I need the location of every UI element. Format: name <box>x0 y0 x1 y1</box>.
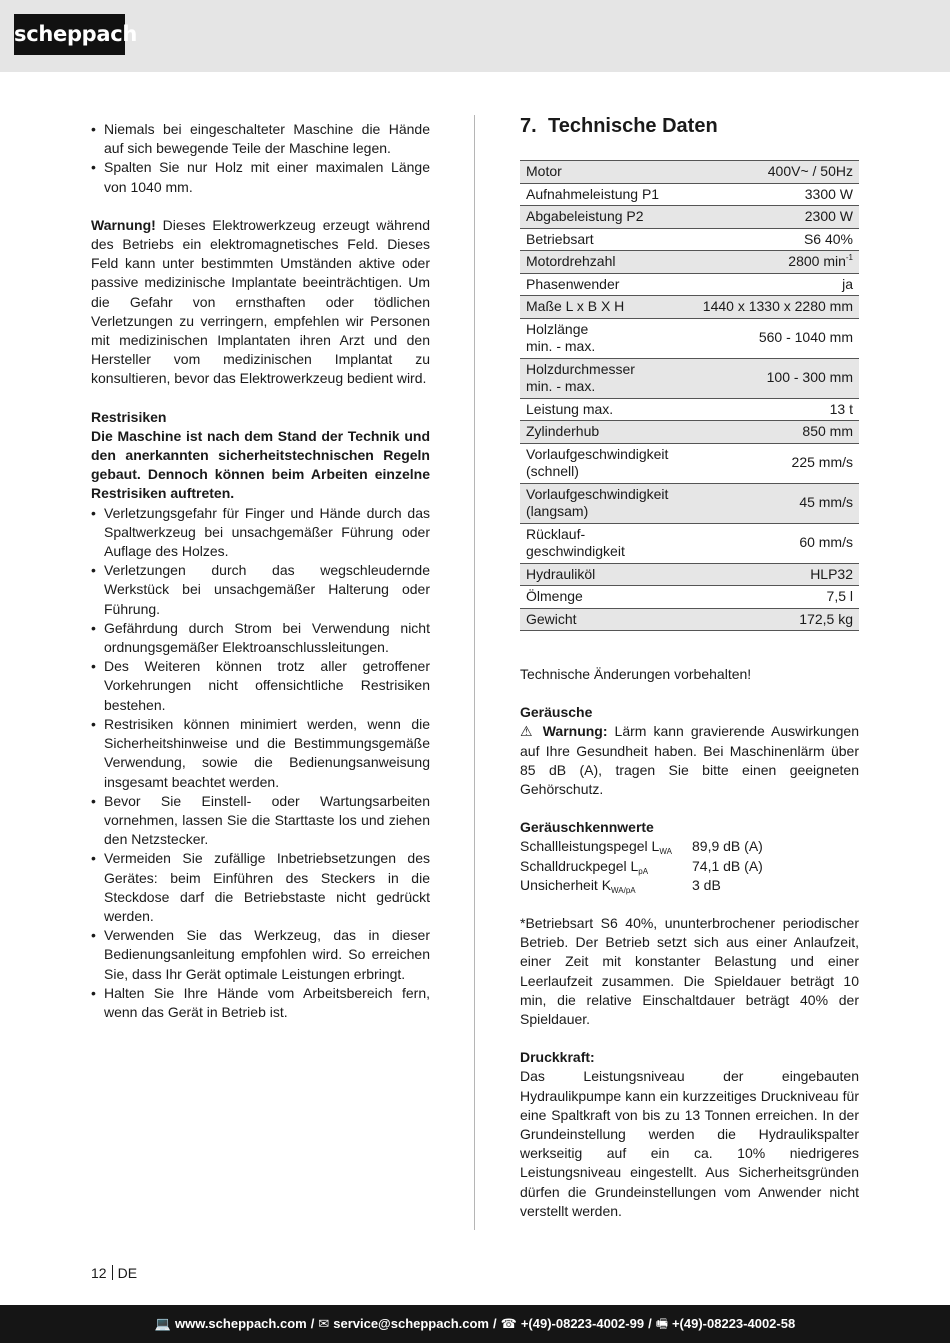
spec-value: 225 mm/s <box>685 443 859 483</box>
spec-label: Betriebsart <box>520 228 685 251</box>
spec-value: 560 - 1040 mm <box>685 318 859 358</box>
spec-label: Abgabeleistung P2 <box>520 206 685 229</box>
fax-icon: 🖷 <box>655 1316 668 1331</box>
residual-risks-intro: Die Maschine ist nach dem Stand der Technik und den anerkannten sicherheitstechnischen Regeln gebaut. Dennoch können beim Arbeiten einzelne Restrisiken auftreten. <box>91 427 430 502</box>
noise-value: 3 dB <box>692 876 721 893</box>
spec-label-line2: (langsam) <box>526 503 589 519</box>
page-header <box>0 0 950 72</box>
noise-value: 89,9 dB (A) <box>692 838 763 855</box>
spec-value: 850 mm <box>685 421 859 444</box>
noise-value-label: Schalldruckpegel $L_{pA}$ <box>520 857 649 876</box>
table-row <box>520 273 859 296</box>
spec-label-line1: Vorlaufgeschwindigkeit <box>526 445 669 462</box>
list-item: • Restrisiken können minimiert werden, wenn die Sicherheitshinweise und die Bestimmungsgemäße Verwendung, sowie die Bedienungsanweisung insgesamt beachtet werden. <box>91 715 430 792</box>
noise-value: 74,1 dB (A) <box>692 857 763 874</box>
spec-value: 7,5 l <box>685 586 859 609</box>
table-row <box>520 523 859 563</box>
list-item: • Verletzungen durch das wegschleudernde Werkstück bei unsachgemäßer Halterung oder Führung. <box>91 561 430 619</box>
table-row <box>520 251 859 274</box>
spec-label-line2: min. - max. <box>526 338 596 354</box>
table-row <box>520 483 859 523</box>
page-number-value: 12 <box>91 1265 107 1281</box>
spec-label <box>520 523 685 563</box>
table-row <box>520 563 859 586</box>
mail-icon: ✉ <box>318 1316 330 1331</box>
changes-note: Technische Änderungen vorbehalten! <box>520 666 752 682</box>
spec-label <box>520 443 685 483</box>
pressure-text: Das Leistungsniveau der eingebauten Hydraulikpumpe kann ein kurzzeitiges Druckniveau für eine Spaltkraft von bis zu 13 Tonnen erreichen. In der Grundeinstellung werden die Hydraulikspalter werkseitig auf ein ca. 10% niedrigeres Leistungsniveau eingestellt. Aus Sicherheitsgründen dürfen die Grundeinstellungen vom Anwender nicht verstellt werden. <box>520 1068 859 1219</box>
spec-value: ja <box>685 273 859 296</box>
footer-email[interactable]: service@scheppach.com <box>333 1316 489 1331</box>
right-column <box>520 112 859 1221</box>
column-divider <box>474 115 475 1230</box>
spec-label: Maße L x B X H <box>520 296 685 319</box>
spec-label: Leistung max. <box>520 398 685 421</box>
noise-value-row <box>520 857 859 876</box>
page-language: DE <box>117 1265 138 1281</box>
noise-warning <box>520 722 859 799</box>
table-row <box>520 228 859 251</box>
list-item: • Verletzungsgefahr für Finger und Hände durch das Spaltwerkzeug bei unsachgemäßer Führung oder Auflage des Holzes. <box>91 504 430 562</box>
spec-value: 400V~ / 50Hz <box>685 161 859 184</box>
noise-value-row <box>520 837 859 856</box>
page-footer: 💻 www.scheppach.com / ✉ service@scheppach.com / ☎ +(49)-08223-4002-99 / 🖷 +(49)-08223-4002-58 <box>0 1305 950 1343</box>
list-item: • Vermeiden Sie zufällige Inbetriebsetzungen des Gerätes: beim Einführen des Steckers in die Steckdose darf die Betriebstaste nicht gedrückt werden. <box>91 849 430 926</box>
list-item: • Des Weiteren können trotz aller getroffener Vorkehrungen nicht offensichtliche Restrisiken bestehen. <box>91 657 430 715</box>
list-item: • Gefährdung durch Strom bei Verwendung nicht ordnungsgemäßer Elektroanschlussleitungen. <box>91 619 430 657</box>
table-row <box>520 358 859 398</box>
duty-cycle-note: *Betriebsart S6 40%, ununterbrochener periodischer Betrieb. Der Betrieb setzt sich aus einer Anlaufzeit, einer Zeit mit konstanter Belastung und einer Leerlaufzeit zusammen. Die Spieldauer beträgt 10 min, die relative Einschaltdauer beträgt 40% der Spieldauer. <box>520 915 859 1028</box>
spec-value: 60 mm/s <box>685 523 859 563</box>
spec-label: Motor <box>520 161 685 184</box>
spec-label-line2: min. - max. <box>526 378 596 394</box>
spec-label-line1: Holzlänge <box>526 320 589 337</box>
list-item: • Spalten Sie nur Holz mit einer maximalen Länge von 1040 mm. <box>91 158 430 196</box>
spec-label-line1: Holzdurchmesser <box>526 360 635 377</box>
footer-website[interactable]: www.scheppach.com <box>174 1316 307 1331</box>
spec-label: Aufnahmeleistung P1 <box>520 183 685 206</box>
spec-label <box>520 483 685 523</box>
table-row <box>520 608 859 631</box>
warning-text: Dieses Elektrowerkzeug erzeugt während des Betriebs ein elektromagnetisches Feld. Dieses Feld kann unter bestimmten Umständen aktive oder passive medizinische Implantate beeinträchtigen. Um die Gefahr von ernsthaften oder tödlichen Verletzungen zu verringern, empfehlen wir Personen mit medizinischen Implantaten ihren Arzt und den Hersteller vom medizinischen Implantat zu konsultieren, bevor das Elektrowerkzeug bedient wird. <box>91 216 430 387</box>
spec-label-line1: Rücklauf- <box>526 525 586 542</box>
spec-label <box>520 318 685 358</box>
section-title <box>520 112 859 140</box>
spec-value: 1440 x 1330 x 2280 mm <box>685 296 859 319</box>
noise-value-label: Unsicherheit $K_{WA/pA}$ <box>520 876 636 895</box>
table-row <box>520 183 859 206</box>
list-item: • Bevor Sie Einstell- oder Wartungsarbeiten vornehmen, lassen Sie die Starttaste los und ziehen den Netzstecker. <box>91 792 430 850</box>
spec-label-line2: (schnell) <box>526 463 579 479</box>
spec-label: Hydrauliköl <box>520 563 685 586</box>
section-number: 7. <box>520 115 537 137</box>
table-row <box>520 421 859 444</box>
spec-label: Gewicht <box>520 608 685 631</box>
table-row <box>520 443 859 483</box>
laptop-icon: 💻 <box>154 1316 171 1331</box>
pressure-heading: Druckkraft: <box>520 1049 595 1066</box>
noise-warning-text: Lärm kann gravierende Auswirkungen auf Ihre Gesundheit haben. Bei Maschinenlärm über 85 dB (A), tragen Sie bitte einen geeigneten Gehörschutz. <box>520 723 859 798</box>
list-item: • Halten Sie Ihre Hände vom Arbeitsbereich fern, wenn das Gerät in Betrieb ist. <box>91 984 430 1022</box>
table-row <box>520 296 859 319</box>
table-row <box>520 318 859 358</box>
spec-label: Phasenwender <box>520 273 685 296</box>
residual-risks-list <box>91 504 430 1022</box>
noise-values-heading: Geräuschkennwerte <box>520 819 654 836</box>
table-row <box>520 398 859 421</box>
spec-label: Motordrehzahl <box>520 251 685 274</box>
left-column <box>91 120 430 1022</box>
table-row <box>520 586 859 609</box>
spec-value: 13 t <box>685 398 859 421</box>
residual-risks-heading: Restrisiken <box>91 408 167 425</box>
spec-value <box>685 251 859 274</box>
section-title-text: Technische Daten <box>548 115 718 137</box>
page-number-separator <box>112 1265 113 1280</box>
warning-label: Warnung! <box>91 216 156 233</box>
warning-triangle-icon: ⚠ <box>520 723 543 740</box>
table-row <box>520 206 859 229</box>
page-number <box>91 1264 137 1283</box>
noise-value-row <box>520 876 859 895</box>
table-row <box>520 161 859 184</box>
spec-label-line1: Vorlaufgeschwindigkeit <box>526 485 669 502</box>
spec-value: S6 40% <box>685 228 859 251</box>
spec-value: 2300 W <box>685 206 859 229</box>
list-item: • Verwenden Sie das Werkzeug, das in dieser Bedienungsanleitung empfohlen wird. So erreichen Sie, dass Ihr Gerät optimale Leistungen erbringt. <box>91 926 430 984</box>
spec-value-exponent: -1 <box>845 253 853 262</box>
scheppach-logo: scheppach <box>14 14 125 55</box>
phone-icon: ☎ <box>500 1316 517 1331</box>
spec-value: 172,5 kg <box>685 608 859 631</box>
spec-value: 3300 W <box>685 183 859 206</box>
spec-label-line2: geschwindigkeit <box>526 543 625 559</box>
footer-phone: +(49)-08223-4002-99 <box>520 1316 645 1331</box>
spec-value: 45 mm/s <box>685 483 859 523</box>
spec-value-text: 2800 min <box>788 253 846 269</box>
technical-data-table <box>520 160 859 631</box>
spec-label <box>520 358 685 398</box>
spec-label: Zylinderhub <box>520 421 685 444</box>
spec-label: Ölmenge <box>520 586 685 609</box>
noise-warning-label: Warnung: <box>542 723 608 740</box>
emf-warning <box>91 216 430 389</box>
noise-heading: Geräusche <box>520 704 593 721</box>
list-item: • Niemals bei eingeschalteter Maschine die Hände auf sich bewegende Teile der Maschine legen. <box>91 120 430 158</box>
spec-value: HLP32 <box>685 563 859 586</box>
spec-value: 100 - 300 mm <box>685 358 859 398</box>
safety-bullets <box>91 120 430 197</box>
noise-value-label: Schallleistungspegel $L_{WA}$ <box>520 838 672 857</box>
footer-fax: +(49)-08223-4002-58 <box>671 1316 796 1331</box>
